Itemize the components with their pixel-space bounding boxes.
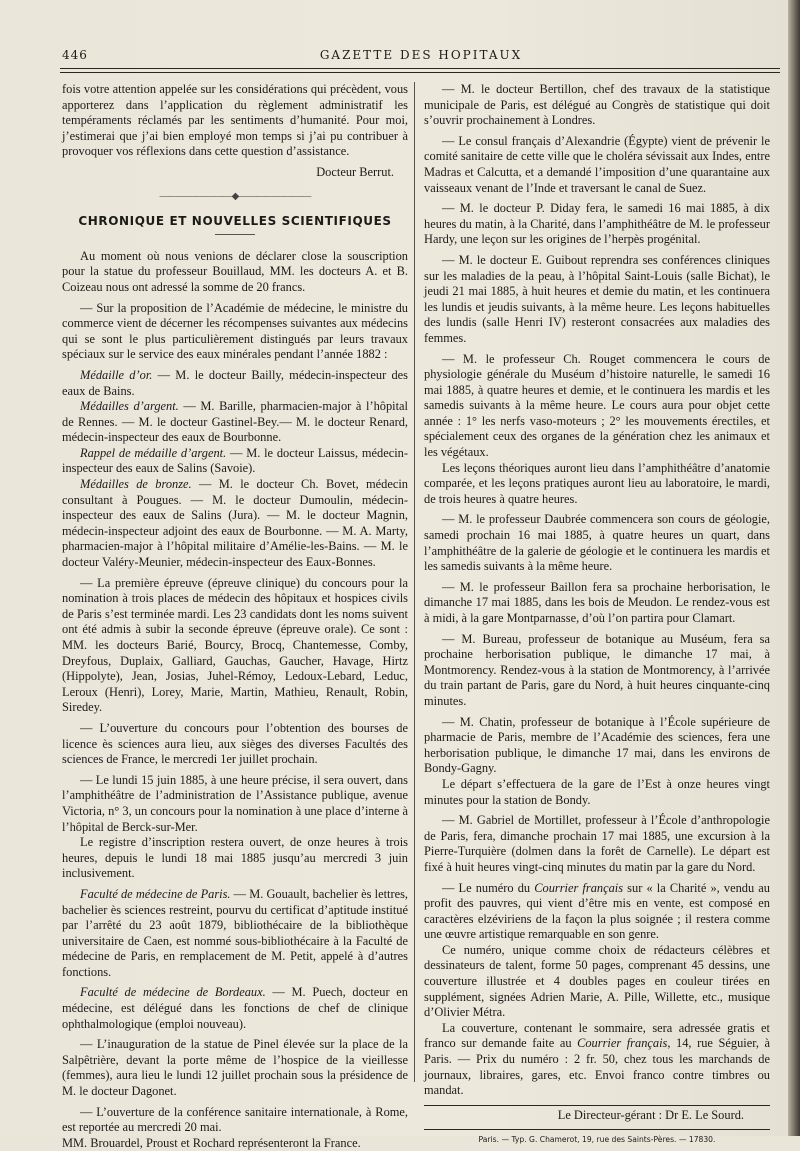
article-ending: fois votre attention appelée sur les considérations qui précèdent, vous apporterez dans l’application du règlement administratif les tempéraments réclamés par les sentiments d’humanité. Pour moi, j’estimerai que j’ai bien employé mon temps si j’ai pu contribuer à provoquer vos réflexions dans cette question d’assistance.: [62, 82, 408, 159]
faculte-bordeaux-text: — M. Puech, docteur en médecine, est délégué dans les fonctions de chef de clinique ophthalmologique (emploi nouveau).: [62, 985, 408, 1031]
right-column: [424, 82, 771, 1145]
news-item-delegates: MM. Brouardel, Proust et Rochard représenteront la France.: [62, 1135, 361, 1150]
news-item-baillon: — M. le professeur Baillon fera sa prochaine herborisation, le dimanche 17 mai 1885, dans les bois de Meudon. Le rendez-vous est à midi, à la gare Montparnasse, d’où l’on partira pour Clamart.: [424, 579, 770, 625]
couverture-text-b: , 14, rue Séguier, à Paris. — Prix du numéro : 2 fr. 50, chez tous les marchands de journaux, libraires, gares, etc. Envoi franco contre timbres ou mandat.: [424, 1036, 771, 1098]
news-item-courrier-couverture: [424, 1021, 770, 1099]
news-item-mortillet: — M. Gabriel de Mortillet, professeur à l’École d’anthropologie de Paris, fera, dimanche prochain 17 mai 1885, une excursion à la Pierre-Turquière (dolmen dans la forêt de Carnelle). Le départ est fixé à huit heures vingt-cinq minutes du matin par la gare du Nord.: [424, 813, 770, 874]
news-item-rouget-lecons: Les leçons théoriques auront lieu dans l’amphithéâtre d’anatomie comparée, et les leçons pratiques auront lieu au laboratoire, le mardi, de trois heures à quatre heures.: [424, 460, 770, 506]
left-column: [62, 82, 408, 1150]
award-bronze-label: Médailles de bronze.: [80, 477, 192, 492]
news-item-academie: — Sur la proposition de l’Académie de médecine, le ministre du commerce vient de décerner les récompenses suivantes aux médecins qui se sont le plus particulièrement distingués par leurs travaux spéciaux sur le service des eaux minérales pendant l’année 1882 :: [62, 300, 408, 362]
news-item-chatin: — M. Chatin, professeur de botanique à l’École supérieure de pharmacie de Paris, membre de l’Académie des sciences, fera une herborisation publique, le dimanche 17 mai, dans les environs de Bondy-Gagny.: [424, 714, 770, 776]
printer-imprint: Paris. — Typ. G. Chamerot, 19, rue des Saints-Pères. — 17830.: [478, 1135, 716, 1145]
news-item-bertillon: — M. le docteur Bertillon, chef des travaux de la statistique municipale de Paris, est délégué au Congrès de statistique qui doit s’ouvrir prochainement à Londres.: [424, 82, 770, 128]
footer-rule-2: [424, 1129, 770, 1130]
couverture-text-a: La couverture, contenant le sommaire, sera adressée gratis et franco sur demande faite au: [424, 1020, 770, 1051]
award-bronze-text: — M. le docteur Ch. Bovet, médecin consultant à Pougues. — M. le docteur Dumoulin, médecin-inspecteur des eaux de Salins (Jura). — M. le docteur Magnin, médecin-inspecteur adjoint des eaux de Bourbonne. — M. A. Marty, pharmacien-major à l’hôpital militaire d’Amélie-les-Bains. — M. le docteur Valéry-Meunier, médecin-inspecteur des Eaux-Bonnes.: [62, 477, 408, 570]
award-gold-text: — M. le docteur Bailly, médecin-inspecteur des eaux de Bains.: [62, 367, 408, 398]
news-item-conference: — L’ouverture de la conférence sanitaire internationale, à Rome, est reportée au mercredi 20 mai.: [62, 1104, 408, 1135]
courrier-text-a: — Le numéro du: [442, 880, 535, 895]
author-signature: Docteur Berrut.: [316, 164, 394, 179]
news-item-berck: — Le lundi 15 juin 1885, à une heure précise, il sera ouvert, dans l’amphithéâtre de l’administration de l’Assistance publique, avenue Victoria, n° 3, un concours pour la nomination à une place d’interne à l’hôpital de Berck-sur-Mer.: [62, 772, 408, 834]
header-rule-top: [60, 68, 780, 69]
page-edge-shadow: [788, 0, 800, 1136]
award-gold-label: Médaille d’or.: [80, 367, 153, 382]
faculte-paris-text: — M. Gouault, bachelier ès lettres, bachelier ès sciences restreint, pourvu du certificat d’aptitude institué par l’arrêté du 23 août 1879, bibliothécaire de la bibliothèque universitaire de Caen, est nommé sous-bibliothécaire à la Faculté de médecine de Paris, en remplacement de M. Petit, appelé à d’autres fonctions.: [62, 886, 408, 979]
award-silver: [62, 399, 408, 446]
column-divider: [414, 82, 415, 1082]
award-recall-text: — M. le docteur Laissus, médecin-inspecteur des eaux de Salins (Savoie).: [62, 445, 408, 476]
news-item-cholera: — Le consul français d’Alexandrie (Égypte) vient de prévenir le comité sanitaire de cette ville que le choléra sévissait aux Indes, entre Madras et Calcutta, et a demandé l’imposition d’une quarantaine aux vaisseaux venant de l’Inde et traversant le canal de Suez.: [424, 133, 770, 195]
award-recall-label: Rappel de médaille d’argent.: [80, 445, 227, 460]
news-item-chatin-depart: Le départ s’effectuera de la gare de l’Est à onze heures vingt minutes pour la station de Bondy.: [424, 776, 770, 807]
award-silver-label: Médailles d’argent.: [80, 399, 179, 414]
news-item-faculte-paris: [62, 887, 408, 981]
news-item-diday: — M. le docteur P. Diday fera, le samedi 16 mai 1885, à dix heures du matin, à la Charité, dans l’amphithéâtre de M. le professeur Hardy, une leçon sur les origines de l’herpès progénital.: [424, 201, 770, 247]
news-item-pinel: — L’inauguration de la statue de Pinel élevée sur la place de la Salpêtrière, devant la porte même de l’hospice de la vieillesse (femmes), aura lieu le lundi 12 juillet prochain sous la présidence de M. le docteur Dagonet.: [62, 1037, 408, 1099]
award-recall: [62, 446, 408, 477]
news-item-courrier-numero: Ce numéro, unique comme choix de rédacteurs célèbres et dessinateurs de talent, forme 50 pages, comprenant 45 dessins, une couverture illustrée et 4 doubles pages en couleur tirées en supplément, signées Adrien Marie, A. Pille, Willette, etc., musique d’Olivier Métra.: [424, 942, 770, 1020]
news-item-guibout: — M. le docteur E. Guibout reprendra ses conférences cliniques sur les maladies de la peau, à l’hôpital Saint-Louis (salle Bichat), le jeudi 21 mai 1885, à huit heures et demie du matin, et les continuera les lundis et jeudis suivants, à la même heure. Les leçons habituelles des lundis (salle Henri IV) resteront consacrées aux maladies des femmes.: [424, 252, 770, 345]
page-number: 446: [62, 48, 88, 62]
news-item-bourses: — L’ouverture du concours pour l’obtention des bourses de licence ès sciences aura lieu, aux sièges des diverses Facultés des sciences de France, le mercredi 1er juillet prochain.: [62, 720, 408, 767]
courrier-text-b: sur « la Charité », vendu au profit des pauvres, qui vient d’être mis en vente, est composé en caractères elzéviriens de la façon la plus soignée ; il restera comme une œuvre artistique remarquable en son genre.: [424, 880, 770, 942]
news-item-concours: — La première épreuve (épreuve clinique) du concours pour la nomination à trois places de médecin des hôpitaux et hospices civils de Paris s’est terminée mardi. Les 23 candidats dont les noms suivent ont été admis à subir la seconde épreuve (épreuve orale). Ce sont : MM. les docteurs Barié, Bourcy, Brocq, Chantemesse, Comby, Dreyfous, Duplaix, Galliard, Gauchas, Gaucher, Havage, Hirtz (Hippolyte), Jean, Josias, Juhel-Rémoy, Ledoux-Lebard, Leduc, Leroux (Henri), Lorey, Marie, Martin, Mathieu, Renault, Robin, Siredey.: [62, 575, 408, 715]
couverture-title: Courrier français: [577, 1036, 668, 1051]
faculte-bordeaux-label: Faculté de médecine de Bordeaux.: [80, 985, 266, 1000]
ornament-divider: ————————◆————————: [159, 190, 311, 202]
title-rule: [215, 234, 255, 235]
section-title: CHRONIQUE ET NOUVELLES SCIENTIFIQUES: [78, 214, 392, 229]
news-item-bouillaud: Au moment où nous venions de déclarer close la souscription pour la statue du professeur Bouillaud, MM. les docteurs A. et B. Coizeau nous ont adressé la somme de 20 francs.: [62, 248, 408, 294]
award-silver-text: — M. Barille, pharmacien-major à l’hôpital de Rennes. — M. le docteur Gastinel-Bey.— M. le docteur Renard, médecin-inspecteur des eaux de Bourbonne.: [62, 399, 408, 445]
news-item-faculte-bordeaux: [62, 985, 408, 1032]
news-item-rouget: — M. le professeur Ch. Rouget commencera le cours de physiologie générale du Muséum d’histoire naturelle, le samedi 16 mai 1885, à quatre heures et demie, et le continuera les mardis et les samedis suivants à la même heure. Le cours aura pour objet cette année : 1° les nerfs vaso-moteurs ; 2° les mouvements érectiles, et spécialement ceux des organes de la génération chez les animaux et les végétaux.: [424, 351, 770, 460]
award-bronze: [62, 477, 408, 571]
header-rule-bottom: [60, 72, 780, 73]
journal-title: GAZETTE DES HOPITAUX: [319, 48, 523, 62]
news-item-daubree: — M. le professeur Daubrée commencera son cours de géologie, samedi prochain 16 mai 1885, à quatre heures un quart, dans l’amphithéâtre de la galerie de géologie et le continuera les mardis et les samedis suivants à la même heure.: [424, 512, 770, 574]
courrier-title: Courrier français: [534, 880, 624, 895]
page-header: [62, 44, 780, 66]
directeur-gerant: Le Directeur-gérant : Dr E. Le Sourd.: [557, 1107, 744, 1122]
award-gold: [62, 368, 408, 399]
footer-rule: [424, 1105, 770, 1106]
faculte-paris-label: Faculté de médecine de Paris.: [80, 886, 231, 901]
news-item-bureau: — M. Bureau, professeur de botanique au Muséum, fera sa prochaine herborisation publique, le dimanche 17 mai, à Montmorency. Rendez-vous à la station de Montmorency, à l’arrivée du train partant de Paris, gare du Nord, à huit heures cinquante-cinq minutes.: [424, 631, 770, 708]
news-item-courrier: [424, 881, 770, 943]
news-item-registre: Le registre d’inscription restera ouvert, de onze heures à trois heures, depuis le lundi 18 mai 1885 jusqu’au mercredi 3 juin inclusivement.: [62, 835, 408, 881]
